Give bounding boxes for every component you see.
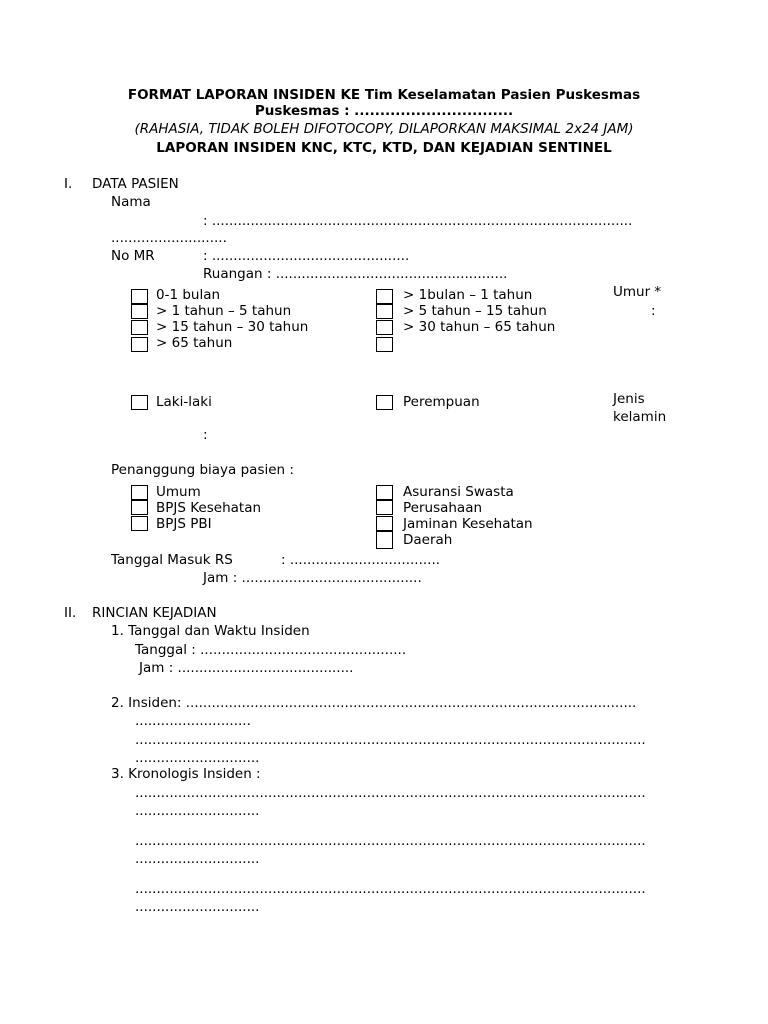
age-option-label: > 30 tahun – 65 tahun (403, 319, 556, 335)
item-1-label: 1. Tanggal dan Waktu Insiden (111, 623, 310, 639)
insiden-field-cont[interactable]: ........................... (135, 713, 251, 729)
jenis-label: Jenis (613, 391, 645, 407)
header-puskesmas: Puskesmas : ............................... (254, 103, 514, 119)
payer-option-label: Umum (156, 484, 201, 500)
section-1-title: DATA PASIEN (92, 176, 179, 192)
payer-option-label: BPJS Kesehatan (156, 500, 262, 516)
checkbox-age-65-tahun[interactable] (131, 337, 148, 352)
tgl-masuk-label: Tanggal Masuk RS (111, 552, 233, 568)
checkbox-perempuan[interactable] (376, 395, 393, 410)
checkbox-laki-laki[interactable] (131, 395, 148, 410)
umur-label: Umur * (613, 284, 662, 300)
header-title: FORMAT LAPORAN INSIDEN KE Tim Keselamatan Pasien Puskesmas (127, 87, 641, 103)
checkbox-age-1-5-tahun[interactable] (131, 304, 148, 319)
kronologis-field[interactable]: ............................. (135, 899, 260, 915)
age-option-label: > 65 tahun (156, 335, 233, 351)
gender-option-label: Laki-laki (156, 394, 212, 410)
umur-colon: : (651, 303, 656, 319)
insiden-field[interactable]: 2. Insiden: ......................................................................................................... (111, 695, 637, 711)
header-confidential-note: (RAHASIA, TIDAK BOLEH DIFOTOCOPY, DILAPORKAN MAKSIMAL 2x24 JAM) (134, 121, 634, 137)
ruangan-field[interactable]: Ruangan : ...................................................... (203, 266, 508, 282)
checkbox-age-30-65-tahun[interactable] (376, 320, 393, 335)
age-option-label: > 5 tahun – 15 tahun (403, 303, 547, 319)
checkbox-jaminan-extension[interactable] (376, 531, 393, 549)
checkbox-jaminan-kesehatan-daerah[interactable] (376, 516, 393, 531)
header-report-title: LAPORAN INSIDEN KNC, KTC, KTD, DAN KEJADIAN SENTINEL (156, 140, 612, 156)
insiden-field-cont[interactable]: ....................................................................................................................... (135, 732, 646, 748)
nama-field-continued[interactable]: ........................... (111, 230, 227, 246)
gender-option-label: Perempuan (403, 394, 480, 410)
checkbox-perusahaan[interactable] (376, 500, 393, 515)
age-option-label: > 1 tahun – 5 tahun (156, 303, 292, 319)
checkbox-age-5-15-tahun[interactable] (376, 304, 393, 319)
section-1-number: I. (64, 176, 73, 192)
kronologis-field[interactable]: ....................................................................................................................... (135, 881, 646, 897)
checkbox-age-15-30-tahun[interactable] (131, 320, 148, 335)
nama-field[interactable]: : .................................................................................................. (203, 213, 633, 229)
age-option-label: > 15 tahun – 30 tahun (156, 319, 309, 335)
checkbox-age-1bulan-1tahun[interactable] (376, 289, 393, 304)
payer-option-label: Jaminan Kesehatan (403, 516, 533, 532)
payer-label: Penanggung biaya pasien : (111, 462, 294, 478)
gender-colon: : (203, 427, 208, 443)
payer-option-label: BPJS PBI (156, 516, 212, 532)
payer-option-label: Daerah (403, 532, 453, 548)
checkbox-bpjs-pbi[interactable] (131, 516, 148, 531)
insiden-field-cont[interactable]: ............................. (135, 750, 260, 766)
section-2-title: RINCIAN KEJADIAN (92, 605, 217, 621)
kelamin-label: kelamin (613, 409, 667, 425)
age-option-label: 0-1 bulan (156, 287, 221, 303)
tanggal-insiden-field[interactable]: Tanggal : ................................................ (135, 642, 407, 658)
checkbox-age-empty[interactable] (376, 337, 393, 352)
jam-insiden-field[interactable]: Jam : ......................................... (139, 660, 354, 676)
kronologis-field[interactable]: ............................. (135, 803, 260, 819)
kronologis-field[interactable]: ....................................................................................................................... (135, 785, 646, 801)
payer-option-label: Asuransi Swasta (403, 484, 514, 500)
section-2-number: II. (64, 605, 77, 621)
item-3-label: 3. Kronologis Insiden : (111, 766, 261, 782)
kronologis-field[interactable]: ............................. (135, 851, 260, 867)
tgl-masuk-field[interactable]: : ................................... (281, 552, 441, 568)
age-option-label: > 1bulan – 1 tahun (403, 287, 533, 303)
nama-label: Nama (111, 194, 151, 210)
checkbox-umum[interactable] (131, 485, 148, 500)
jam-masuk-field[interactable]: Jam : .......................................... (203, 570, 422, 586)
kronologis-field[interactable]: ....................................................................................................................... (135, 833, 646, 849)
checkbox-bpjs-kesehatan[interactable] (131, 500, 148, 515)
checkbox-age-0-1-bulan[interactable] (131, 289, 148, 304)
nomr-field[interactable]: : .............................................. (203, 248, 410, 264)
nomr-label: No MR (111, 248, 155, 264)
checkbox-asuransi-swasta[interactable] (376, 485, 393, 500)
payer-option-label: Perusahaan (403, 500, 483, 516)
